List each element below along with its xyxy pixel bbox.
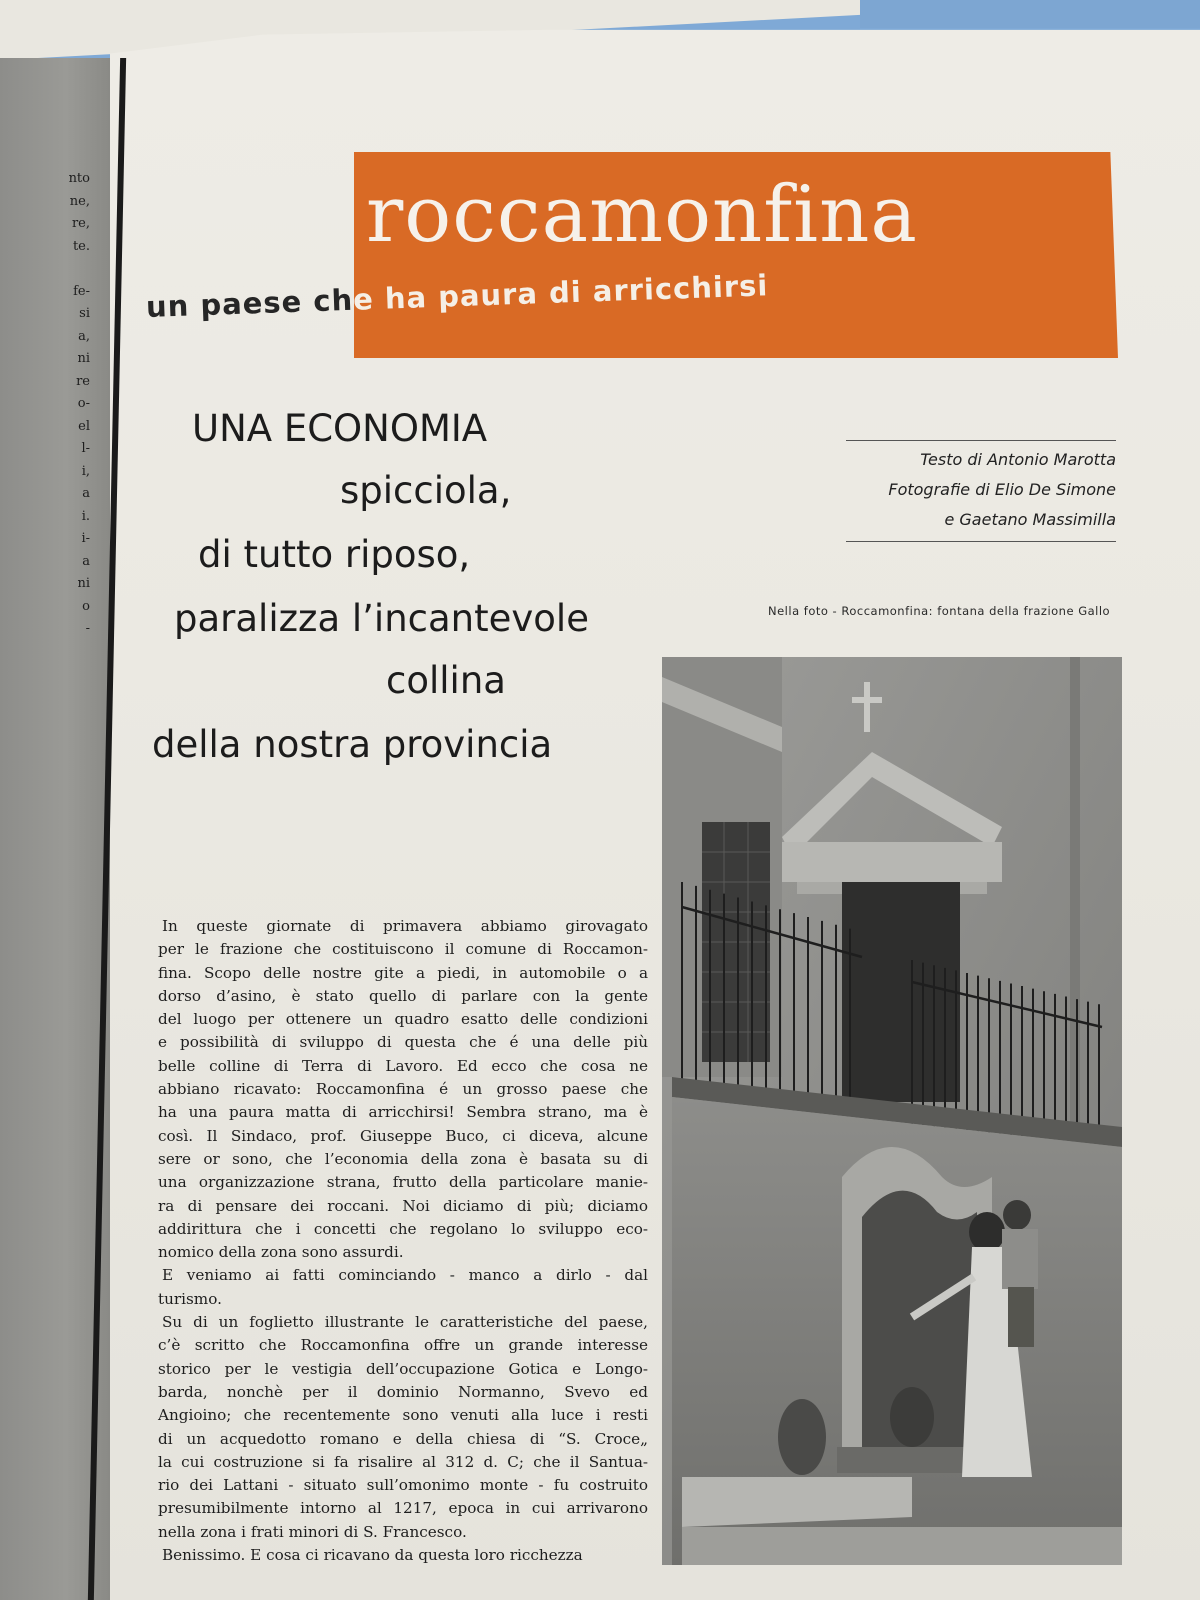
body-line: del luogo per ottenere un quadro esatto delle condizioni — [158, 1010, 648, 1029]
left-page-fragment: o- — [77, 396, 90, 411]
headline-line: della nostra provincia — [152, 723, 553, 766]
body-line: e possibilità di sviluppo di questa che é una delle più — [158, 1033, 648, 1052]
body-line: Angioino; che recentemente sono venuti alla luce i resti — [158, 1406, 648, 1425]
body-line: addirittura che i concetti che regolano lo sviluppo eco- — [158, 1219, 648, 1238]
subtitle-light-part: e ha paura di arricchirsi — [352, 268, 769, 317]
body-line: E veniamo ai fatti cominciando - manco a dirlo - dal — [162, 1266, 648, 1285]
body-line: Benissimo. E cosa ci ricavano da questa loro ricchezza — [162, 1546, 583, 1565]
left-page-fragment: i, — [81, 463, 90, 479]
left-page-fragment: i. — [81, 508, 90, 524]
left-page-fragment — [69, 258, 90, 281]
headline-line: collina — [386, 659, 506, 702]
body-line: belle colline di Terra di Lavoro. Ed ecco che cosa ne — [158, 1056, 648, 1075]
credit-text-author: Testo di Antonio Marotta — [920, 450, 1116, 469]
credits-top-rule — [846, 440, 1116, 441]
body-line: fina. Scopo delle nostre gite a piedi, in automobile o a — [158, 963, 648, 982]
left-page-fragment: a — [82, 486, 90, 501]
headline-line: UNA ECONOMIA — [192, 407, 488, 450]
photo-caption: Nella foto - Roccamonfina: fontana della frazione Gallo — [768, 604, 1111, 618]
left-page-fragment: ni — [77, 576, 90, 591]
body-line: storico per le vestigia dell’occupazione Gotica e Longo- — [158, 1359, 648, 1378]
body-line: nomico della zona sono assurdi. — [158, 1243, 404, 1262]
background-surface — [860, 0, 1200, 28]
left-page-fragment: re, — [71, 216, 90, 231]
body-line: c’è scritto che Roccamonfina offre un grande interesse — [158, 1336, 648, 1355]
left-page-text-fragments — [69, 168, 90, 641]
left-page-fragment: re — [76, 373, 90, 389]
fountain-photo-illustration — [662, 657, 1122, 1565]
body-line: presumibilmente intorno al 1217, epoca in cui arrivarono — [158, 1499, 648, 1518]
subtitle-dark-part: un paese ch — [145, 282, 354, 324]
body-line: turismo. — [158, 1289, 222, 1308]
article-body — [158, 915, 648, 1567]
headline-line: paralizza l’incantevole — [174, 597, 589, 640]
body-line: ha una paura matta di arricchirsi! Sembra strano, ma è — [158, 1103, 648, 1122]
left-page-fragment: te. — [72, 238, 90, 254]
left-page-fragment: si — [79, 306, 90, 321]
article-credits — [846, 440, 1116, 542]
credit-photos-second: e Gaetano Massimilla — [944, 510, 1116, 529]
left-page-fragment: el — [78, 418, 90, 434]
left-page-fragment: o — [82, 598, 90, 614]
article-photo — [662, 657, 1122, 1565]
body-line: la cui costruzione si fa risalire al 312 d. C; che il Santua- — [158, 1452, 648, 1471]
left-page-fragment: a — [82, 553, 90, 569]
left-page-fragment: i- — [81, 531, 90, 546]
body-line: In queste giornate di primavera abbiamo girovagato — [162, 917, 648, 935]
body-line: rio dei Lattani - situato sull’omonimo monte - fu costruito — [158, 1476, 648, 1495]
left-page-fragment: ne, — [69, 193, 90, 209]
left-page-fragment: fe- — [73, 283, 90, 299]
left-page-fragment: - — [85, 621, 90, 636]
body-line: di un acquedotto romano e della chiesa di “S. Croce„ — [158, 1429, 648, 1448]
headline-line: spicciola, — [340, 469, 512, 512]
headline-line: di tutto riposo, — [198, 533, 471, 576]
body-line: barda, nonchè per il dominio Normanno, Svevo ed — [158, 1382, 648, 1401]
body-line: per le frazione che costituiscono il comune di Roccamon- — [158, 940, 648, 959]
left-page-fragment: a, — [78, 328, 90, 344]
left-page-fragment: l- — [81, 441, 90, 456]
body-line: abbiano ricavato: Roccamonfina é un grosso paese che — [158, 1080, 648, 1099]
body-line: sere or sono, che l’economia della zona è basata su di — [158, 1149, 648, 1168]
body-line: Su di un foglietto illustrante le caratteristiche del paese, — [162, 1313, 648, 1332]
body-line: ra di pensare dei roccani. Noi diciamo di più; diciamo — [158, 1196, 648, 1215]
credit-photos: Fotografie di Elio De Simone — [888, 480, 1116, 499]
body-line: nella zona i frati minori di S. Francesco. — [158, 1522, 467, 1541]
article-title: roccamonfina — [366, 170, 918, 260]
body-line: dorso d’asino, è stato quello di parlare con la gente — [158, 986, 648, 1005]
left-page-fragment: nto — [68, 171, 90, 186]
body-line: così. Il Sindaco, prof. Giuseppe Buco, ci diceva, alcune — [158, 1126, 648, 1145]
body-line: una organizzazione strana, frutto della particolare manie- — [158, 1173, 648, 1192]
credits-bottom-rule — [846, 541, 1116, 542]
left-page-fragment: ni — [77, 351, 90, 366]
